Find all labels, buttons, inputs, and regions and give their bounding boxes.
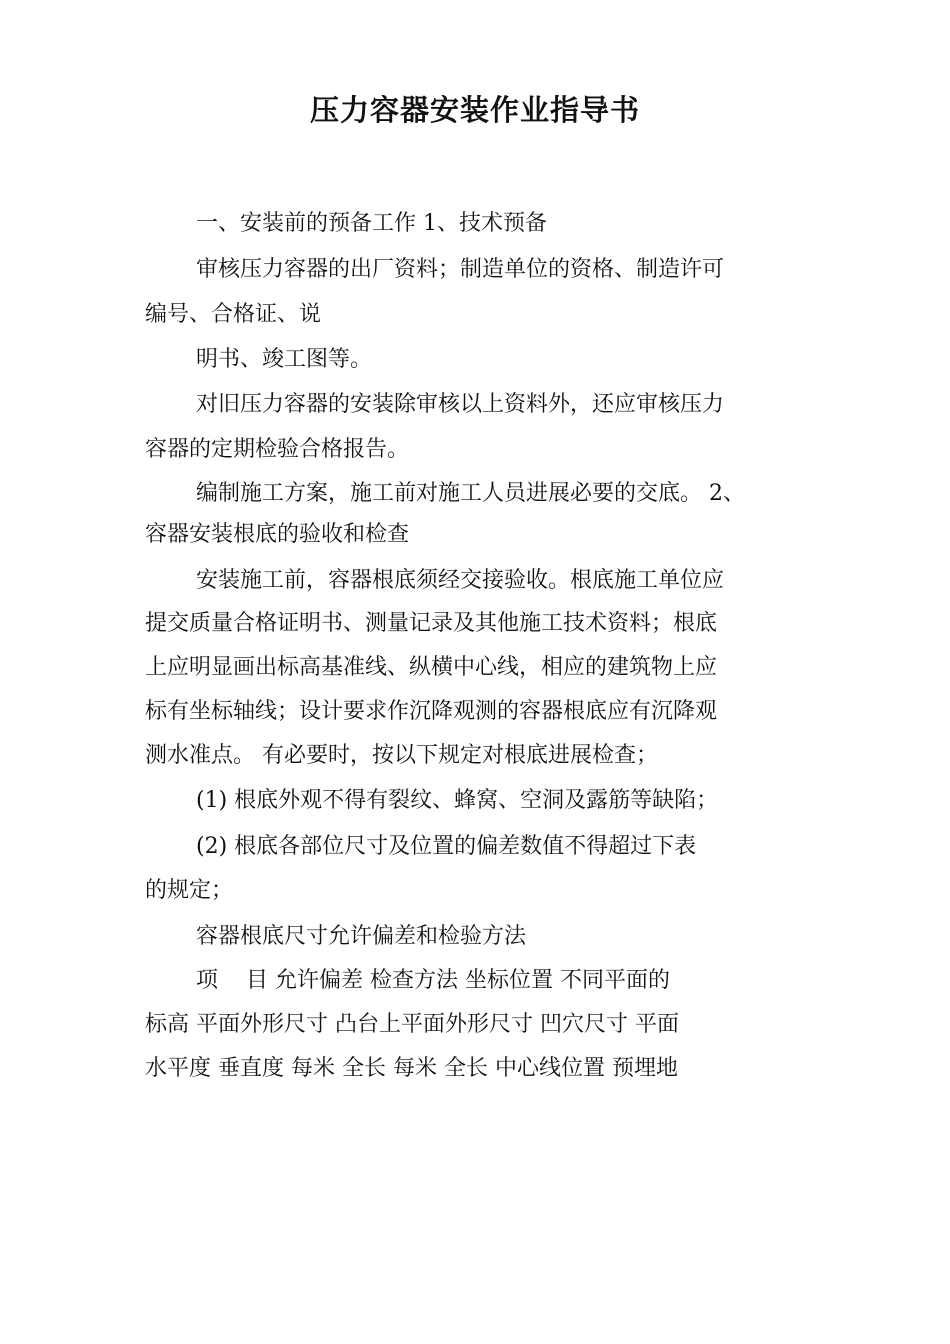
paragraph-line: 容器的定期检验合格报告。 <box>145 437 410 462</box>
paragraph-line: 标有坐标轴线；设计要求作沉降观测的容器根底应有沉降观 <box>145 699 718 724</box>
section-heading-foundation: 容器安装根底的验收和检查 <box>145 522 410 547</box>
list-item-1: (1) 根底外观不得有裂纹、蜂窝、空洞及露筋等缺陷； <box>196 788 719 813</box>
paragraph-line: 测水准点。 有必要时，按以下规定对根底进展检查； <box>145 743 658 768</box>
paragraph-line: 安装施工前，容器根底须经交接验收。根底施工单位应 <box>196 568 725 593</box>
paragraph-line: 的规定； <box>145 878 234 903</box>
table-caption: 容器根底尺寸允许偏差和检验方法 <box>196 924 527 949</box>
paragraph-line: 对旧压力容器的安装除审核以上资料外，还应审核压力 <box>196 392 725 417</box>
paragraph-line: 编制施工方案，施工前对施工人员进展必要的交底。 2、 <box>196 481 745 506</box>
table-header-line: 项 目 允许偏差 检查方法 坐标位置 不同平面的 <box>196 968 670 993</box>
section-heading-preparation: 一、安装前的预备工作 1、技术预备 <box>196 211 547 236</box>
paragraph-line: 明书、竣工图等。 <box>196 347 373 372</box>
table-header-line: 标高 平面外形尺寸 凸台上平面外形尺寸 凹穴尺寸 平面 <box>145 1012 679 1037</box>
table-header-line: 水平度 垂直度 每米 全长 每米 全长 中心线位置 预埋地 <box>145 1056 678 1081</box>
list-item-2: (2) 根底各部位尺寸及位置的偏差数值不得超过下表 <box>196 834 697 859</box>
paragraph-line: 编号、合格证、说 <box>145 302 322 327</box>
paragraph-line: 审核压力容器的出厂资料；制造单位的资格、制造许可 <box>196 257 725 282</box>
paragraph-line: 提交质量合格证明书、测量记录及其他施工技术资料；根底 <box>145 611 718 636</box>
paragraph-line: 上应明显画出标高基准线、纵横中心线，相应的建筑物上应 <box>145 655 718 680</box>
document-title: 压力容器安装作业指导书 <box>309 93 640 127</box>
